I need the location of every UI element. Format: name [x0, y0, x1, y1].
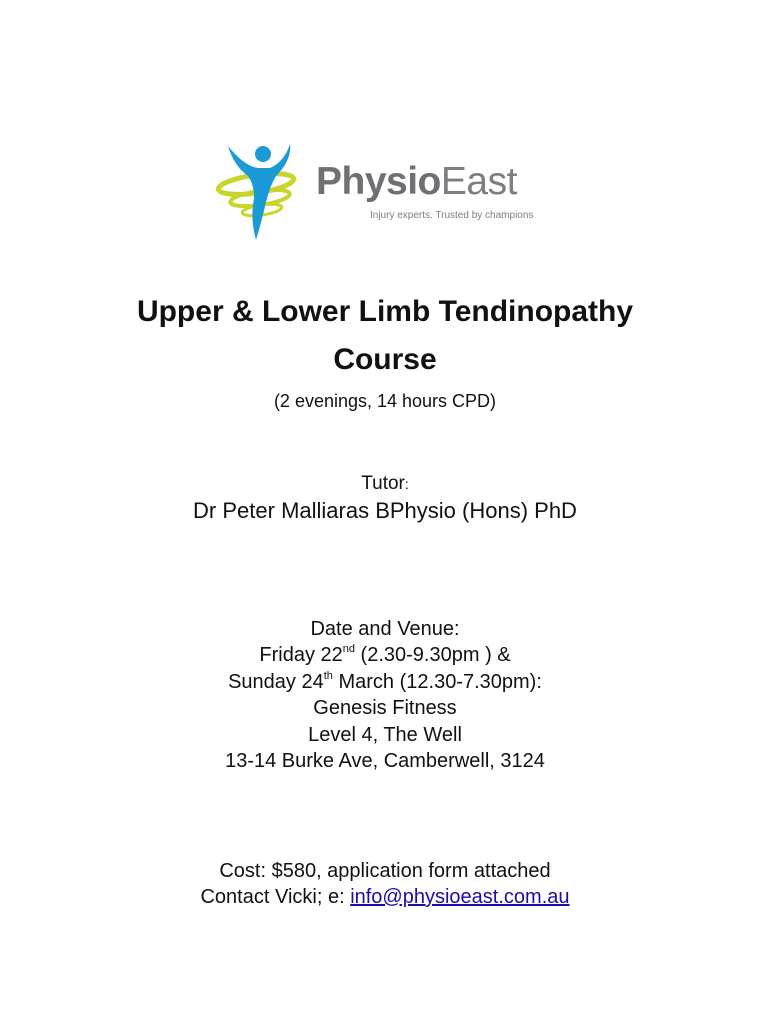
venue-day2-time: March (12.30-7.30pm): — [332, 670, 542, 693]
contact-prefix: Contact Vicki; e: — [200, 886, 351, 908]
date-and-venue — [0, 616, 770, 774]
course-title — [0, 288, 770, 384]
tutor-name: Dr Peter Malliaras BPhysio (Hons) PhD — [193, 498, 577, 523]
logo-brand-light: East — [440, 160, 517, 203]
tutor-label-text: Tutor — [361, 473, 405, 494]
venue-day1 — [0, 642, 770, 668]
course-title-line1: Upper & Lower Limb Tendinopathy — [136, 295, 634, 328]
venue-day1-time: (2.30-9.30pm ) & — [355, 644, 511, 667]
venue-day1-ordinal: nd — [342, 643, 355, 656]
logo-wordmark — [316, 162, 517, 201]
tutor-label — [0, 473, 770, 495]
venue-name: Genesis Fitness — [313, 697, 457, 720]
venue-heading: Date and Venue: — [310, 618, 460, 640]
venue-address: 13-14 Burke Ave, Camberwell, 3124 — [225, 749, 545, 772]
course-title-line2: Course — [333, 343, 437, 376]
logo-brand-bold: Physio — [316, 160, 441, 203]
cost-line: Cost: $580, application form attached — [219, 860, 551, 882]
contact-email-link[interactable]: info@physioeast.com.au — [350, 886, 570, 908]
tutor-label-colon: : — [404, 476, 409, 492]
venue-day2 — [0, 669, 770, 695]
physioeast-logo — [214, 140, 554, 244]
venue-day2-date: Sunday 24 — [228, 670, 324, 693]
contact-line — [0, 884, 770, 910]
cost-section — [0, 858, 770, 910]
course-subtitle: (2 evenings, 14 hours CPD) — [273, 391, 497, 411]
physioeast-figure-icon — [214, 140, 314, 244]
logo-tagline: Injury experts. Trusted by champions — [370, 210, 534, 221]
venue-day2-ordinal: th — [323, 669, 333, 682]
venue-level: Level 4, The Well — [308, 723, 462, 746]
venue-day1-date: Friday 22 — [259, 644, 343, 667]
